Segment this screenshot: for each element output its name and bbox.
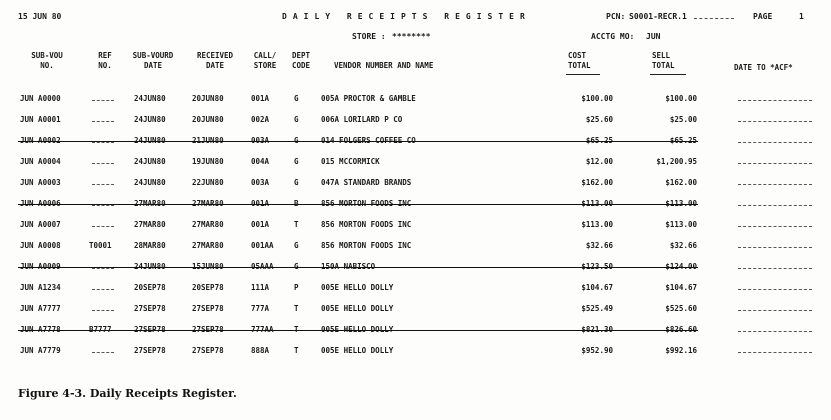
- cell-sub-date: 28MAR80: [134, 241, 166, 250]
- table-row: [0, 241, 831, 253]
- cell-vendor: 005E HELLO DOLLY: [321, 346, 394, 355]
- cell-vendor: 856 MORTON FOODS INC: [321, 220, 412, 229]
- col-sub-date: SUB-VOURD DATE: [132, 51, 174, 70]
- date-to-acf-blank: [738, 310, 812, 311]
- cell-vendor: 005E HELLO DOLLY: [321, 304, 394, 313]
- cell-dept: G: [294, 241, 299, 250]
- date-to-acf-blank: [738, 247, 812, 248]
- cell-dept: T: [294, 346, 299, 355]
- table-row: [0, 115, 831, 127]
- pcn-label: PCN:: [606, 12, 626, 21]
- cell-sub-date: 24JUN80: [134, 94, 166, 103]
- col-date-to-acf: DATE TO *ACF*: [734, 63, 793, 72]
- strike-through-line: [18, 330, 698, 331]
- date-to-acf-blank: [738, 352, 812, 353]
- cell-vendor: 006A LORILARD P CO: [321, 115, 403, 124]
- ref-blank-dash: [92, 205, 114, 206]
- cell-cost: $525.49: [581, 304, 613, 313]
- report-title: DAILY RECEIPTS REGISTER: [282, 12, 531, 21]
- ref-blank-dash: [92, 163, 114, 164]
- cell-sub-date: 24JUN80: [134, 115, 166, 124]
- cell-rec-date: 27SEP78: [192, 346, 224, 355]
- ref-blank-dash: [92, 121, 114, 122]
- date-to-acf-blank: [738, 268, 812, 269]
- ref-blank-dash: [92, 226, 114, 227]
- date-to-acf-blank: [738, 331, 812, 332]
- cell-sub-date: 27MAR80: [134, 220, 166, 229]
- ref-blank-dash: [92, 100, 114, 101]
- cell-rec-date: 20SEP78: [192, 283, 224, 292]
- cell-cost: $162.00: [581, 178, 613, 187]
- cell-dept: G: [294, 178, 299, 187]
- cell-rec-date: 20JUN80: [192, 115, 224, 124]
- cell-rec-date: 27SEP78: [192, 304, 224, 313]
- col-sub-vou: SUB-VOU NO.: [31, 51, 63, 70]
- ref-blank-dash: [92, 352, 114, 353]
- col-call-store: CALL/ STORE: [253, 51, 277, 70]
- cell-sub-vou: JUN A7777: [20, 304, 61, 313]
- cell-rec-date: 27MAR80: [192, 241, 224, 250]
- cell-sub-date: 27SEP78: [134, 346, 166, 355]
- cell-sub-vou: JUN A1234: [20, 283, 61, 292]
- table-row: [0, 136, 831, 148]
- cell-call-store: 777A: [251, 304, 270, 313]
- date-to-acf-blank: [738, 163, 812, 164]
- cell-sub-vou: JUN A0001: [20, 115, 61, 124]
- cell-sell: $525.60: [665, 304, 697, 313]
- table-row: [0, 220, 831, 232]
- cell-sub-date: 24JUN80: [134, 178, 166, 187]
- cell-sub-vou: JUN A7779: [20, 346, 61, 355]
- ref-blank-dash: [92, 142, 114, 143]
- cell-sell: $162.00: [665, 178, 697, 187]
- cell-call-store: 001A: [251, 94, 270, 103]
- cell-ref: T0001: [89, 241, 112, 250]
- cell-vendor: 047A STANDARD BRANDS: [321, 178, 412, 187]
- page-number: 1: [799, 12, 804, 21]
- pcn-value: S0001-RECR.1: [629, 12, 687, 21]
- table-row: [0, 94, 831, 106]
- cell-cost: $32.66: [585, 241, 613, 250]
- cell-sub-vou: JUN A0003: [20, 178, 61, 187]
- cell-call-store: 004A: [251, 157, 270, 166]
- cell-vendor: 005A PROCTOR & GAMBLE: [321, 94, 416, 103]
- cell-dept: G: [294, 157, 299, 166]
- col-dept-code: DEPT CODE: [291, 51, 311, 70]
- date-to-acf-blank: [738, 226, 812, 227]
- cell-dept: P: [294, 283, 299, 292]
- cell-rec-date: 22JUN80: [192, 178, 224, 187]
- cell-sub-date: 20SEP78: [134, 283, 166, 292]
- cell-sell: $1,200.95: [656, 157, 697, 166]
- acctg-label: ACCTG MO:: [591, 32, 635, 41]
- cell-rec-date: 19JUN80: [192, 157, 224, 166]
- table-row: [0, 283, 831, 295]
- cell-sub-date: 24JUN80: [134, 157, 166, 166]
- date-to-acf-blank: [738, 289, 812, 290]
- cell-cost: $25.60: [585, 115, 613, 124]
- cell-sell: $32.66: [669, 241, 697, 250]
- cell-rec-date: 27MAR80: [192, 220, 224, 229]
- cell-sell: $100.00: [665, 94, 697, 103]
- table-row: [0, 157, 831, 169]
- strike-through-line: [18, 267, 698, 268]
- table-row: [0, 304, 831, 316]
- col-sell-total: SELL TOTAL: [652, 51, 675, 70]
- col-vendor: VENDOR NUMBER AND NAME: [334, 61, 434, 70]
- ref-blank-dash: [92, 289, 114, 290]
- cell-call-store: 888A: [251, 346, 270, 355]
- cell-sub-vou: JUN A0004: [20, 157, 61, 166]
- date-to-acf-blank: [738, 100, 812, 101]
- cell-dept: T: [294, 304, 299, 313]
- table-row: [0, 325, 831, 337]
- table-row: [0, 346, 831, 358]
- col-cost-total: COST TOTAL: [568, 51, 591, 70]
- cell-sell: $992.16: [665, 346, 697, 355]
- ref-blank-dash: [92, 184, 114, 185]
- date-to-acf-blank: [738, 142, 812, 143]
- cell-cost: $952.90: [581, 346, 613, 355]
- store-label: STORE :: [352, 32, 386, 41]
- table-row: [0, 262, 831, 274]
- cell-sub-vou: JUN A0007: [20, 220, 61, 229]
- date-to-acf-blank: [738, 121, 812, 122]
- figure-caption: Figure 4-3. Daily Receipts Register.: [18, 387, 237, 400]
- table-row: [0, 178, 831, 190]
- cell-sell: $113.00: [665, 220, 697, 229]
- ref-blank-dash: [92, 310, 114, 311]
- col-received-date: RECEIVED DATE: [196, 51, 234, 70]
- cell-call-store: 001AA: [251, 241, 274, 250]
- cell-dept: G: [294, 94, 299, 103]
- cost-header-rule: [566, 74, 600, 75]
- sell-header-rule: [650, 74, 686, 75]
- cell-call-store: 003A: [251, 178, 270, 187]
- col-ref: REF NO.: [98, 51, 112, 70]
- store-value: ********: [392, 32, 431, 41]
- cell-vendor: 015 MCCORMICK: [321, 157, 380, 166]
- page-label: PAGE: [753, 12, 773, 21]
- report-date: 15 JUN 80: [18, 12, 62, 21]
- strike-through-line: [18, 141, 698, 142]
- cell-vendor: 005E HELLO DOLLY: [321, 283, 394, 292]
- cell-call-store: 111A: [251, 283, 270, 292]
- cell-cost: $104.67: [581, 283, 613, 292]
- cell-cost: $12.00: [585, 157, 613, 166]
- cell-sub-vou: JUN A0008: [20, 241, 61, 250]
- cell-sub-vou: JUN A0000: [20, 94, 61, 103]
- cell-cost: $113.00: [581, 220, 613, 229]
- cell-dept: T: [294, 220, 299, 229]
- date-to-acf-blank: [738, 184, 812, 185]
- cell-dept: G: [294, 115, 299, 124]
- pcn-underline: [694, 18, 734, 19]
- cell-cost: $100.00: [581, 94, 613, 103]
- date-to-acf-blank: [738, 205, 812, 206]
- ref-blank-dash: [92, 268, 114, 269]
- acctg-value: JUN: [646, 32, 661, 41]
- cell-sell: $25.00: [669, 115, 697, 124]
- cell-rec-date: 20JUN80: [192, 94, 224, 103]
- table-row: [0, 199, 831, 211]
- cell-call-store: 002A: [251, 115, 270, 124]
- cell-sub-date: 27SEP78: [134, 304, 166, 313]
- cell-call-store: 001A: [251, 220, 270, 229]
- cell-sell: $104.67: [665, 283, 697, 292]
- cell-vendor: 856 MORTON FOODS INC: [321, 241, 412, 250]
- strike-through-line: [18, 204, 698, 205]
